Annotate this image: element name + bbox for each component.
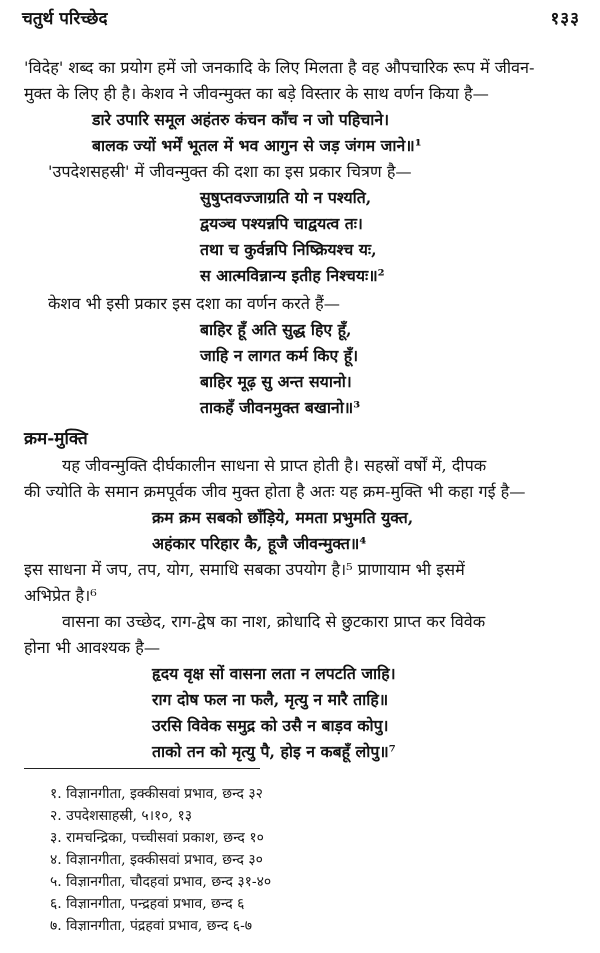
verse-line: हृदय वृक्ष सों वासना लता न लपटति जाहि।: [152, 664, 396, 683]
verse-line: जाहि न लागत कर्म किए हूँ।: [200, 346, 359, 365]
paragraph-line: 'उपदेशसहस्री' में जीवन्मुक्त की दशा का इस प्रकार चित्रण है—: [48, 162, 412, 181]
footnote: ७. विज्ञानगीता, पंद्रहवां प्रभाव, छन्द ६-७: [50, 918, 253, 934]
paragraph-line: केशव भी इसी प्रकार इस दशा का वर्णन करते हैं—: [48, 294, 340, 313]
verse-line: द्वयञ्च पश्यन्नपि चाद्वयत्व तः।: [200, 214, 363, 233]
page-number: १३३: [550, 9, 580, 29]
footnote: १. विज्ञानगीता, इक्कीसवां प्रभाव, छन्द ३२: [50, 786, 263, 802]
paragraph-line: मुक्त के लिए ही है। केशव ने जीवन्मुक्त का बड़े विस्तार के साथ वर्णन किया है—: [24, 84, 489, 103]
footnote: ५. विज्ञानगीता, चौदहवां प्रभाव, छन्द ३१-४०: [50, 874, 272, 890]
verse-line: उरसि विवेक समुद्र को उसै न बाड़व कोपु।: [152, 716, 389, 735]
verse-line: राग दोष फल ना फलै, मृत्यु न मारै ताहि॥: [152, 690, 389, 709]
verse-line: ताको तन को मृत्यु पै, होइ न कबहूँ लोपु॥⁷: [152, 742, 396, 761]
footnote: ३. रामचन्द्रिका, पच्चीसवां प्रकाश, छन्द १०: [50, 830, 264, 846]
paragraph-line: यह जीवन्मुक्ति दीर्घकालीन साधना से प्राप्त होती है। सहस्रों वर्षों में, दीपक: [62, 456, 487, 475]
paragraph-line: वासना का उच्छेद, राग-द्वेष का नाश, क्रोधादि से छुटकारा प्राप्त कर विवेक: [62, 612, 486, 631]
section-heading: क्रम-मुक्ति: [24, 429, 88, 449]
verse-line: बालक ज्यों भर्में भूतल में भव आगुन से जड़ जंगम जाने॥¹: [92, 136, 422, 155]
verse-line: बाहिर हूँ अति सुद्ध हिए हूँ,: [200, 320, 352, 339]
verse-line: स आत्मविन्नान्य इतीह निश्चयः॥²: [200, 266, 385, 285]
paragraph-line: इस साधना में जप, तप, योग, समाधि सबका उपयोग है।⁵ प्राणायाम भी इसमें: [24, 560, 465, 579]
chapter-title: चतुर्थ परिच्छेद: [22, 9, 108, 29]
verse-line: ताकहँ जीवनमुक्त बखानो॥³: [200, 398, 361, 417]
footnote: २. उपदेशसाहस्री, ५।१०, १३: [50, 808, 193, 824]
paragraph-line: 'विदेह' शब्द का प्रयोग हमें जो जनकादि के लिए मिलता है वह औपचारिक रूप में जीवन-: [24, 58, 535, 77]
paragraph-line: की ज्योति के समान क्रमपूर्वक जीव मुक्त होता है अतः यह क्रम-मुक्ति भी कहा गई है—: [24, 482, 526, 501]
footnote-divider: [24, 768, 260, 769]
verse-line: अहंकार परिहार कै, हूजै जीवन्मुक्त॥⁴: [152, 534, 367, 553]
paragraph-line: अभिप्रेत है।⁶: [24, 586, 97, 605]
verse-line: डारे उपारि समूल अहंतरु कंचन काँच न जो पहिचाने।: [92, 110, 390, 129]
verse-line: सुषुप्तवज्जाग्रति यो न पश्यति,: [200, 188, 372, 207]
footnote: ४. विज्ञानगीता, इक्कीसवां प्रभाव, छन्द ३०: [50, 852, 263, 868]
paragraph-line: होना भी आवश्यक है—: [24, 638, 161, 657]
verse-line: क्रम क्रम सबको छाँड़िये, ममता प्रभुमति युक्त,: [152, 508, 414, 527]
verse-line: बाहिर मूढ़ सु अन्त सयानो।: [200, 372, 352, 391]
verse-line: तथा च कुर्वन्नपि निष्क्रियश्च यः,: [200, 240, 377, 259]
footnote: ६. विज्ञानगीता, पन्द्रहवां प्रभाव, छन्द ६: [50, 896, 245, 912]
